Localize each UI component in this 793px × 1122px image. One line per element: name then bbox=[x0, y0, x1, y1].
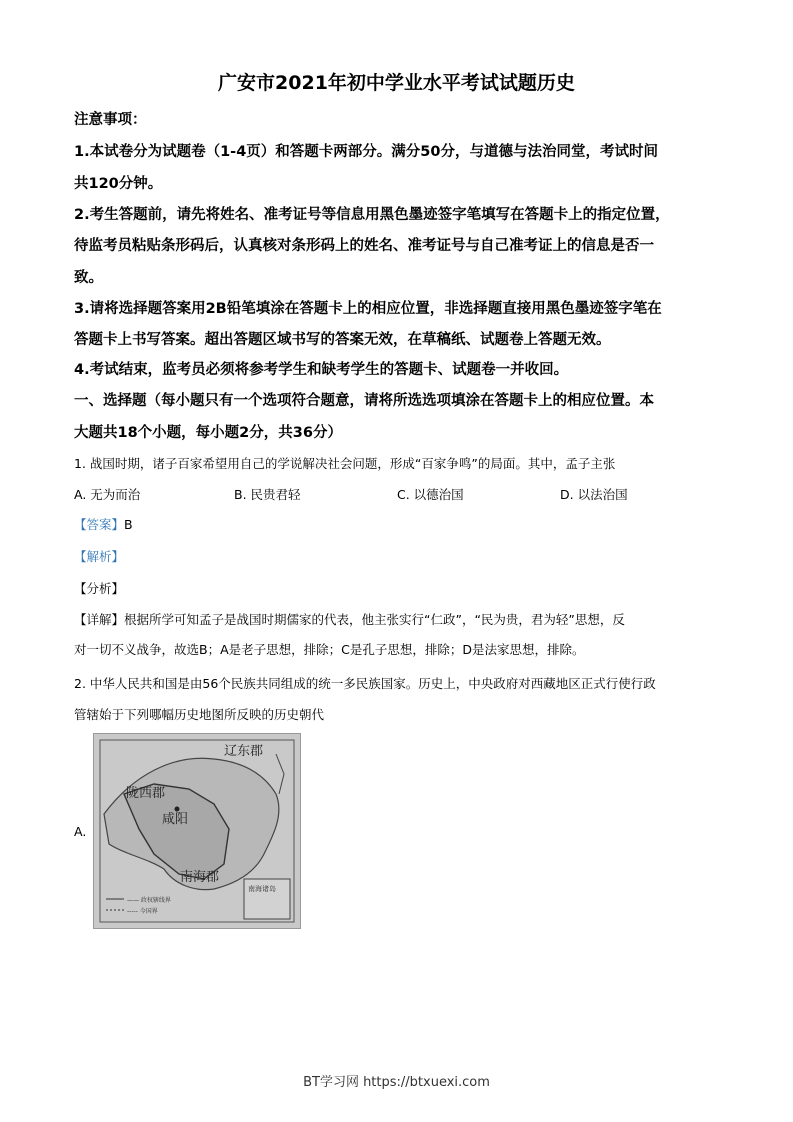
answer-value: B bbox=[124, 517, 133, 532]
notice-line: 4.考试结束，监考员必须将参考学生和缺考学生的答题卡、试题卷一并收回。 bbox=[74, 362, 569, 378]
notice-line: 待监考员粘贴条形码后，认真核对条形码上的姓名、准考证号与自己准考证上的信息是否一 bbox=[74, 238, 654, 254]
map-inset-label: 南海诸岛 bbox=[248, 885, 276, 893]
notice-line: 答题卡上书写答案。超出答题区域书写的答案无效，在草稿纸、试题卷上答题无效。 bbox=[74, 332, 611, 348]
answer-tag: 【答案】 bbox=[74, 517, 125, 532]
map-label-xianyang: 咸阳 bbox=[162, 812, 189, 827]
map-legend-2: ----- 今国界 bbox=[127, 908, 158, 915]
q1-option-b: B. 民贵君轻 bbox=[234, 487, 301, 502]
q1-fenxi-tag: 【分析】 bbox=[74, 581, 125, 596]
q2-option-a-label: A. bbox=[74, 824, 87, 839]
notice-line: 2.考生答题前，请先将姓名、准考证号等信息用黑色墨迹签字笔填写在答题卡上的指定位置， bbox=[74, 207, 670, 223]
notice-line: 3.请将选择题答案用2B铅笔填涂在答题卡上的相应位置，非选择题直接用黑色墨迹签字笔在 bbox=[74, 301, 662, 317]
section-heading: 一、选择题（每小题只有一个选项符合题意，请将所选选项填涂在答题卡上的相应位置。本 bbox=[74, 393, 654, 409]
q1-answer bbox=[74, 515, 724, 533]
map-drawing bbox=[94, 734, 300, 928]
map-label-liaodong: 辽东郡 bbox=[224, 744, 264, 759]
map-label-nanhai: 南海郡 bbox=[180, 870, 220, 885]
notice-line: 致。 bbox=[74, 270, 103, 286]
notice-line: 共120分钟。 bbox=[74, 176, 163, 192]
historical-map-image bbox=[93, 733, 301, 929]
q1-analysis-tag: 【解析】 bbox=[74, 549, 125, 564]
map-legend-1: —— 政权辖线界 bbox=[127, 897, 171, 904]
notice-heading: 注意事项： bbox=[74, 112, 147, 128]
map-label-longxi: 陇西郡 bbox=[126, 786, 166, 801]
question-2-stem: 2. 中华人民共和国是由56个民族共同组成的统一多民族国家。历史上，中央政府对西藏地区正式行使行政 bbox=[74, 676, 656, 691]
question-1-stem: 1. 战国时期，诸子百家希望用自己的学说解决社会问题，形成“百家争鸣”的局面。其中，孟子主张 bbox=[74, 456, 616, 471]
q1-detail: 对一切不义战争，故选B；A是老子思想，排除；C是孔子思想，排除；D是法家思想，排除。 bbox=[74, 642, 585, 657]
q1-option-c: C. 以德治国 bbox=[397, 487, 464, 502]
page-title: 广安市2021年初中学业水平考试试题历史 bbox=[218, 72, 575, 94]
footer-watermark: BT学习网 https://btxuexi.com bbox=[303, 1075, 490, 1090]
question-2-stem: 管辖始于下列哪幅历史地图所反映的历史朝代 bbox=[74, 707, 325, 722]
q1-option-a: A. 无为而治 bbox=[74, 487, 141, 502]
q1-option-d: D. 以法治国 bbox=[560, 487, 628, 502]
notice-line: 1.本试卷分为试题卷（1-4页）和答题卡两部分。满分50分，与道德与法治同堂，考试时间 bbox=[74, 144, 658, 160]
q1-detail: 【详解】根据所学可知孟子是战国时期儒家的代表，他主张实行“仁政”，“民为贵，君为轻”思想，反 bbox=[74, 612, 625, 627]
section-heading: 大题共18个小题，每小题2分，共36分） bbox=[74, 425, 342, 441]
